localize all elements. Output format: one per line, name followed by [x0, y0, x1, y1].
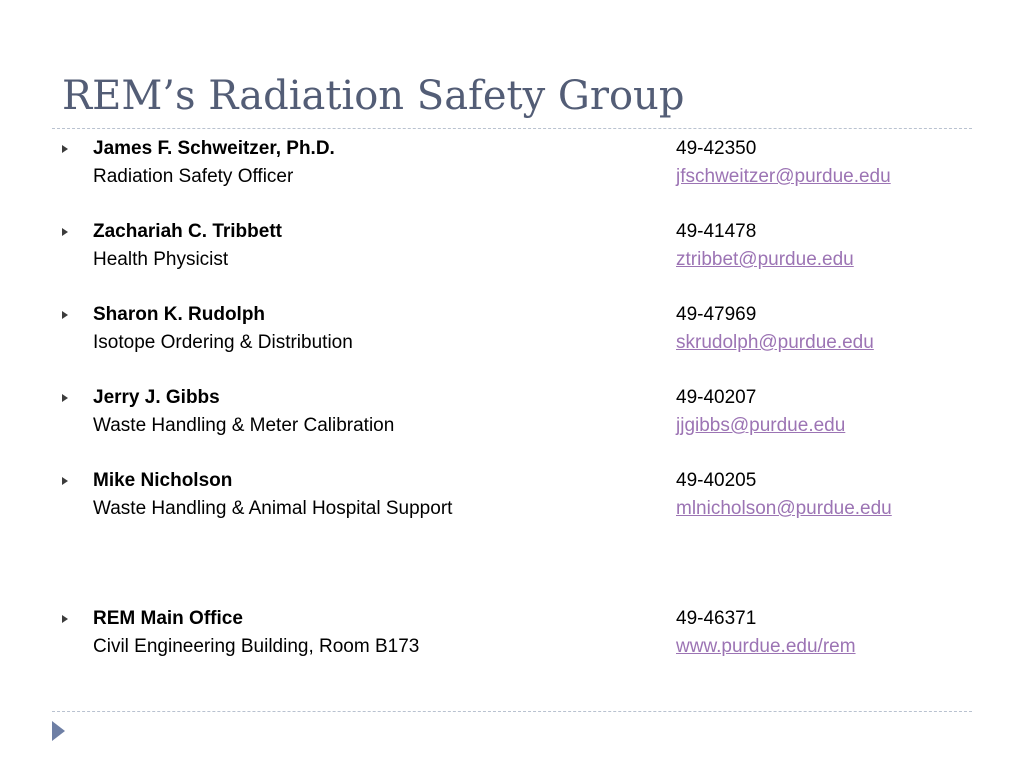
- contact-phone: 49-41478: [676, 221, 757, 242]
- contact-email-link[interactable]: jfschweitzer@purdue.edu: [676, 166, 891, 187]
- contact-phone: 49-46371: [676, 608, 757, 629]
- contact-role: Waste Handling & Meter Calibration: [93, 415, 395, 436]
- contact-phone: 49-47969: [676, 304, 757, 325]
- contact-phone: 49-40205: [676, 470, 757, 491]
- contact-role: Waste Handling & Animal Hospital Support: [93, 498, 453, 519]
- triangle-bullet-icon: [62, 394, 68, 402]
- contact-entry-rudolph: [0, 303, 1024, 359]
- triangle-bullet-icon: [62, 311, 68, 319]
- contact-email-link[interactable]: jjgibbs@purdue.edu: [676, 415, 846, 436]
- triangle-bullet-icon: [62, 145, 68, 153]
- triangle-bullet-icon: [62, 228, 68, 236]
- contact-entry-tribbett: [0, 220, 1024, 276]
- triangle-bullet-icon: [62, 477, 68, 485]
- contact-name: James F. Schweitzer, Ph.D.: [93, 138, 335, 159]
- contact-entry-schweitzer: [0, 137, 1024, 193]
- contact-name: REM Main Office: [93, 608, 243, 629]
- contact-role: Radiation Safety Officer: [93, 166, 294, 187]
- contact-name: Zachariah C. Tribbett: [93, 221, 282, 242]
- contact-name: Jerry J. Gibbs: [93, 387, 220, 408]
- contact-phone: 49-42350: [676, 138, 757, 159]
- triangle-bullet-icon: [62, 615, 68, 623]
- contact-email-link[interactable]: skrudolph@purdue.edu: [676, 332, 874, 353]
- contact-phone: 49-40207: [676, 387, 757, 408]
- website-link[interactable]: www.purdue.edu/rem: [676, 636, 856, 657]
- contact-email-link[interactable]: mlnicholson@purdue.edu: [676, 498, 892, 519]
- slide-title: REM’s Radiation Safety Group: [62, 73, 685, 119]
- contact-entry-gibbs: [0, 386, 1024, 442]
- contact-entry-main-office: [0, 607, 1024, 663]
- contact-name: Mike Nicholson: [93, 470, 233, 491]
- footer-divider: [52, 711, 972, 712]
- contact-role: Health Physicist: [93, 249, 229, 270]
- play-arrow-icon: [52, 721, 65, 741]
- contact-entry-nicholson: [0, 469, 1024, 525]
- contact-email-link[interactable]: ztribbet@purdue.edu: [676, 249, 854, 270]
- title-divider: [52, 128, 972, 129]
- contact-role: Civil Engineering Building, Room B173: [93, 636, 420, 657]
- contact-name: Sharon K. Rudolph: [93, 304, 266, 325]
- contact-role: Isotope Ordering & Distribution: [93, 332, 353, 353]
